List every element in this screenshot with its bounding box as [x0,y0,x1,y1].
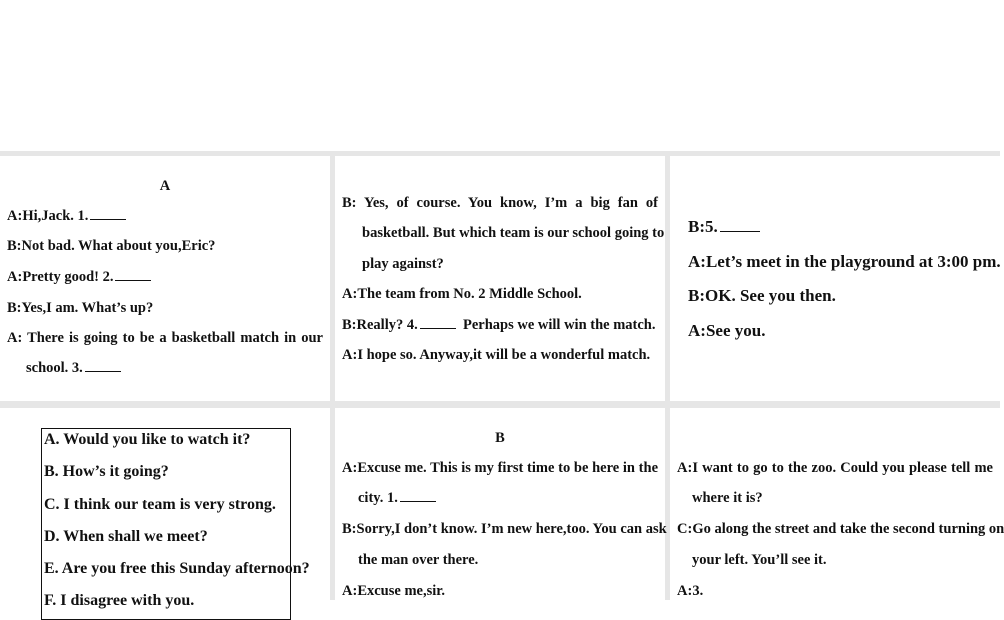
dialogue-line: B:Yes,I am. What’s up? [7,300,154,316]
dialogue-line: your left. You’ll see it. [692,552,827,568]
dialogue-line: basketball. But which team is our school going to [362,225,665,241]
dialogue-line: A:I want to go to the zoo. Could you please tell me [677,460,993,476]
dialogue-line: A:Excuse me. This is my first time to be here in the [342,460,658,476]
dialogue-line: A:I hope so. Anyway,it will be a wonderful match. [342,347,651,363]
dialogue-panel-b-part2 [670,408,1004,600]
dialogue-line: A:The team from No. 2 Middle School. [342,286,582,302]
dialogue-line: the man over there. [358,552,479,568]
options-box [41,428,310,620]
dialogue-line: city. 1. [358,490,436,507]
dialogue-line: C:Go along the street and take the second turning on [677,521,1004,537]
option-item: A. Would you like to watch it? [44,431,251,448]
dialogue-panel-a-part2 [335,156,665,401]
dialogue-line: A:Pretty good! 2. [7,269,151,286]
dialogue-line: B: Yes, of course. You know, I’m a big fan of [342,195,658,211]
dialogue-line: A: There is going to be a basketball match in our [7,330,323,346]
option-item: D. When shall we meet? [44,528,208,545]
dialogue-line: A:Let’s meet in the playground at 3:00 pm. [688,252,1001,271]
dialogue-line: play against? [362,256,444,272]
dialogue-line: A:Hi,Jack. 1. [7,208,126,225]
dialogue-panel-a-part1 [0,156,330,401]
option-item: E. Are you free this Sunday afternoon? [44,560,310,577]
dialogue-line: school. 3. [26,360,121,377]
dialogue-line: A:See you. [688,321,766,340]
dialogue-line: A:3. [677,583,704,599]
section-b-title: B [495,430,505,446]
dialogue-line: A:Excuse me,sir. [342,583,445,599]
option-item: B. How’s it going? [44,463,169,480]
dialogue-panel-b-part1 [335,408,665,600]
dialogue-line: B:OK. See you then. [688,286,836,305]
dialogue-line: where it is? [692,490,763,506]
gray-band-middle [0,401,1000,408]
dialogue-line: B:5. [688,217,760,237]
dialogue-line: B:Really? 4. Perhaps we will win the match. [342,317,656,333]
dialogue-line: B:Sorry,I don’t know. I’m new here,too. You can ask [342,521,667,537]
section-a-title: A [159,178,171,194]
option-item: C. I think our team is very strong. [44,496,276,513]
options-panel [0,408,330,609]
option-item: F. I disagree with you. [44,592,195,609]
dialogue-panel-a-part3 [670,156,1000,401]
dialogue-line: B:Not bad. What about you,Eric? [7,238,216,254]
